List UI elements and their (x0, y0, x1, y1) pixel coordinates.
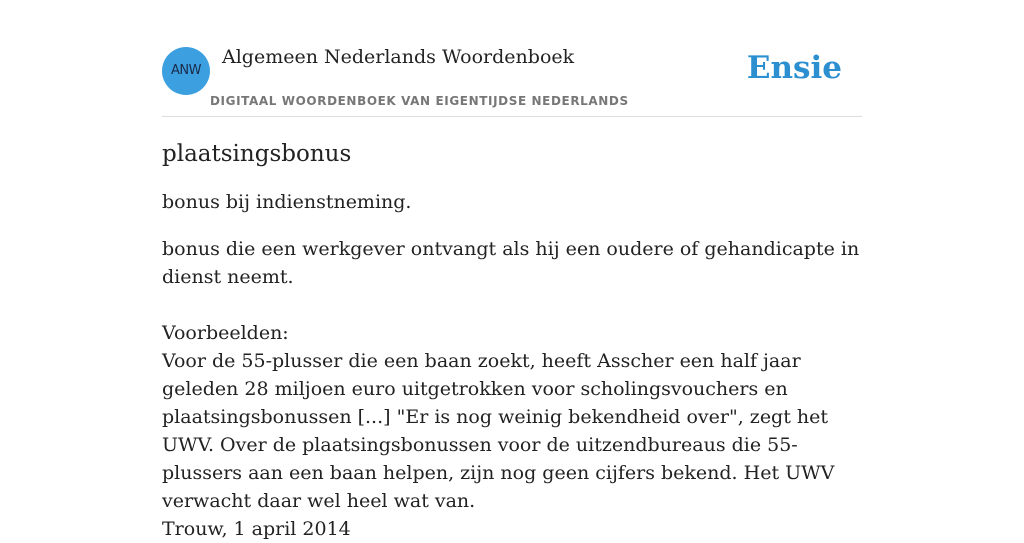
examples-label: Voorbeelden: (162, 322, 289, 344)
example-source: Trouw, 1 april 2014 (162, 518, 351, 540)
anw-logo[interactable]: ANW (162, 47, 210, 95)
long-definition: bonus die een werkgever ontvangt als hij een oudere of gehandicapte in dienst neemt. (162, 238, 860, 288)
ensie-brand-link[interactable]: Ensie (746, 50, 842, 86)
example-text: Voor de 55-plusser die een baan zoekt, heeft Asscher een half jaar geleden 28 miljoen euro uitgetrokken voor scholingsvouchers en plaatsingsbonussen [...] "Er is nog weinig bekendheid over", zegt het UWV. Over de plaatsingsbonussen voor de uitzendbureaus die 55-plussers aan een baan helpen, zijn nog geen cijfers bekend. Het UWV verwacht daar wel heel wat van. (162, 350, 835, 512)
short-definition: bonus bij indienstneming. (162, 191, 412, 213)
entry-headword: plaatsingsbonus (162, 141, 352, 167)
entry-content (162, 138, 862, 543)
site-title[interactable]: Algemeen Nederlands Woordenboek (222, 46, 575, 68)
site-header (162, 40, 862, 117)
site-subtitle: DIGITAAL WOORDENBOEK VAN EIGENTIJDSE NEDERLANDS (210, 94, 629, 108)
